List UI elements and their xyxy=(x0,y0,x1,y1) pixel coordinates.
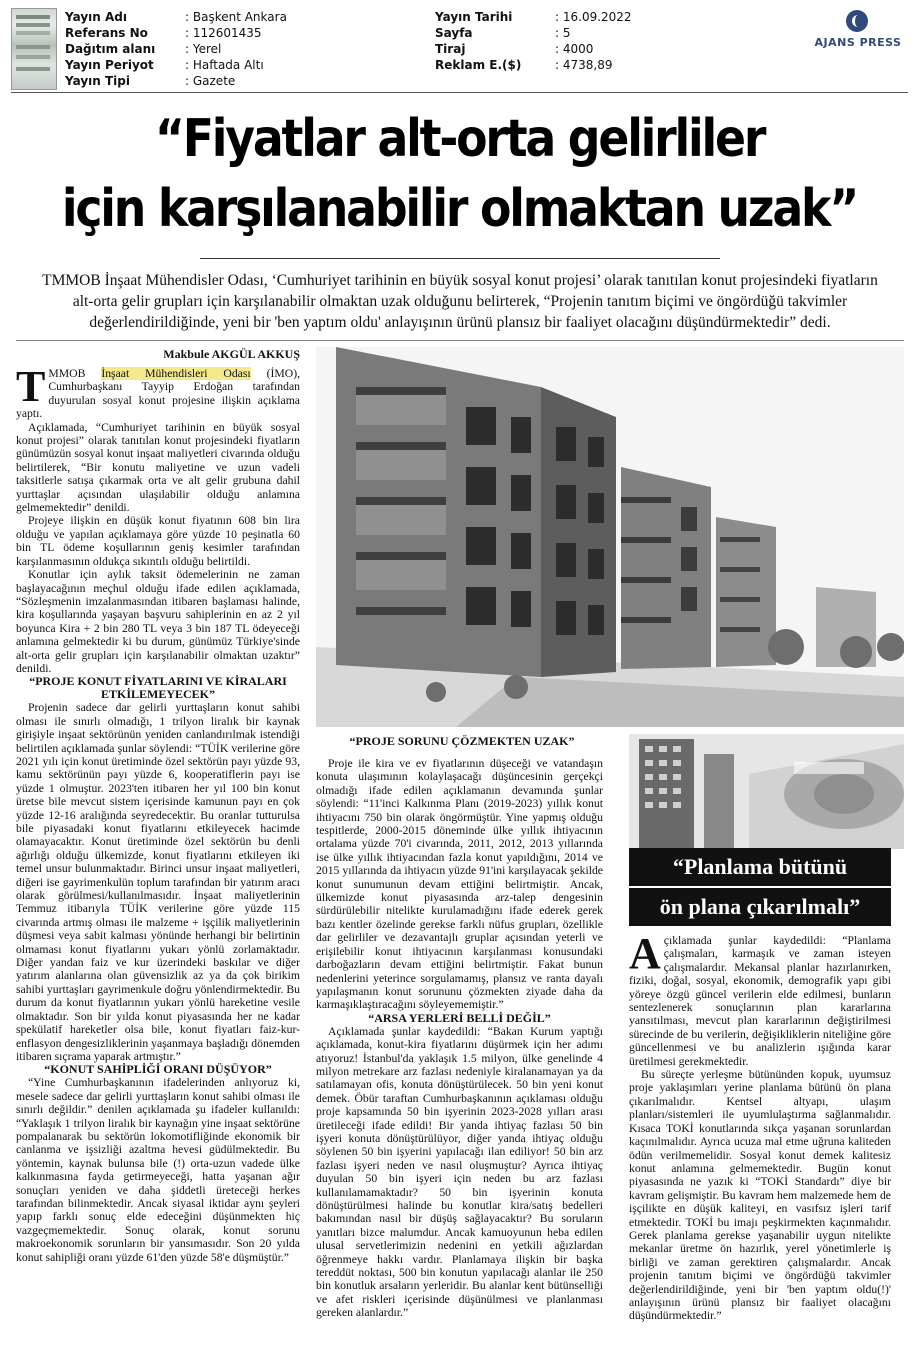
article-column-2 xyxy=(316,757,603,1320)
money-and-buildings-photo xyxy=(629,734,904,849)
meta-label: Reklam E.($) xyxy=(435,58,522,72)
meta-label: Yayın Tarihi xyxy=(435,10,513,24)
paragraph: “Yine Cumhurbaşkanının ifadelerinden anlıyoruz ki, mesele sadece dar gelirli yurttaşların konut sahibi olması ile sınırlı değildir.” denilen açıklamada şu ifadeler kullanıldı: “Yaklaşık 1 trilyon liralık bir kaynağın yine inşaat sektörüne pompalanarak bu sektörün lokomotifliğinde ekonomik bir canlanma ve işsizliği azaltma hevesi güdülmektedir. Bu yöntemin, kaynak bulunsa bile (!) orta-uzun vadede ülke kalkınmasına fayda getirmeyeceği, hatta yaşanan ağır sonuçları yeniden ve daha şiddetli üreteceği herkes tarafından bilinmektedir. Ancak siyasal iktidar aynı şeyleri yapıp farklı sonuç elde edeceğini düşünmekten hiç vazgeçmemektedir. Sonuç olarak, konut sorunu makroekonomik sorunların bir yansımasıdır. Son 20 yılda konut sahipliği oranı yüzde 61'den yüzde 58'e düşmüştür.” xyxy=(16,1076,300,1264)
logo-text: AJANS PRESS xyxy=(814,36,902,49)
article-column-3 xyxy=(629,929,891,1323)
text-span: (İMO), Cumhurbaşkanı Tayyip Erdoğan tarafından duyurulan sosyal konut projesine ilişkin açıklama yaptı. xyxy=(16,367,301,421)
ajans-press-logo-icon xyxy=(846,10,868,32)
drop-cap: T xyxy=(16,362,46,411)
pull-quote-line-1: “Planlama bütünü xyxy=(629,848,891,886)
meta-row-publication xyxy=(65,9,287,25)
clipping-metadata-header xyxy=(0,0,919,92)
meta-label: Yayın Adı xyxy=(65,10,127,24)
paragraph: Proje ile kira ve ev fiyatlarının düşeceği ve vatandaşın konuta ulaşımının kolaylaşacağı düşüncesinin gerçekçi olmadığı ifade edilen açıklamanın devamında şunlar söylendi: “11'inci Kalkınma Planı (2019-2023) yıllık konut ihtiyacını 750 bin olarak öngörmüştür. Yine yapmış olduğu tespitlerde, 2000-2015 döneminde ülke yıllık ihtiyacının ortalama yüzde 70'i civarında, 2011, 2012, 2013 yıllarında ise ülke yıllık ihtiyacından fazla konut yapıldığını, 2014 ve 2015 yıllarında da ihtiyacın yüzde 91'ini karşılayacak şekilde konut sunumunun devam ettiğini belirtmiştir. Ancak, ülkemizde konut piyasasında arz-talep dengesinin sürdürülebilir nitelikte kurulamadığını ifade ederek gerek bazı kentler özelinde gerekse farklı nüfus grupları, özellikle dar gelirliler ve dezavantajlı gruplar açısından yeterli ve erişilebilir konut ihtiyacının karşılanması konusundaki darboğazların devam ettiğini belirtmiştir. Fakat bunun nedenlerini yeterince sorgulamamış, plansız ve ranta dayalı yapılaşmanın konut sorununu çözmekten ziyade daha da karmaşıklaştıracağını söyleyememiştir.” xyxy=(316,757,603,1012)
meta-value: : Haftada Altı xyxy=(185,58,264,72)
subheading: “PROJE SORUNU ÇÖZMEKTEN UZAK” xyxy=(349,734,575,748)
paragraph: Konutlar için aylık taksit ödemelerinin ne zaman başlayacağının meçhul olduğu ifade edilen açıklamada, “Sözleşmenin imzalanmasından itibaren başlaması halinde, kira koşullarında yaşayan başvuru sahiplerinin en az 2 yıl boyunca Kira + 2 bin 280 TL veya 3 bin 187 TL ödeyeceği anlamına gelmektedir ki bu durum, günümüz Türkiye'sinde alt-orta gelir grupları için karşılanabilir olmaktan uzaktır” denildi. xyxy=(16,568,300,675)
headline-line-1: “Fiyatlar alt-orta gelirliler xyxy=(154,109,765,169)
meta-row-type xyxy=(65,73,235,89)
subheading: “PROJE KONUT FİYATLARINI VE KİRALARI ETKİLEMEYECEK” xyxy=(29,674,287,702)
meta-label: Sayfa xyxy=(435,26,473,40)
meta-value: : Gazete xyxy=(185,74,236,88)
meta-row-page xyxy=(435,25,571,41)
meta-label: Referans No xyxy=(65,26,148,40)
meta-value: : Yerel xyxy=(185,42,222,56)
article-column-1 xyxy=(16,362,301,1264)
ajans-press-logo xyxy=(806,8,910,52)
meta-value: : 5 xyxy=(555,26,571,40)
paragraph: Bu süreçte yerleşme bütününden kopuk, uyumsuz proje yaklaşımları yerine planlama bütünü ön plana çıkarılmalıdır. Kentsel altyapı, ulaşım planları/sistemleri ile uyumlulaştırma sağlanmalıdır. Kısaca TOKİ konutlarında sıkça yaşanan sorunlardan kaçınılmalıdır. Ayrıca ucuza mal etme uğruna kaliteden ödün verilmemelidir. Sosyal konut demek kalitesiz konut anlamına gelmemektedir. Bugün konut piyasasında ne yazık ki “TOKİ Standardı” diye bir kavram gelişmiştir. Bu kavram hem malzemede hem de işçilikte en düşük kaliteyi, en vasıfsız işleri tarif etmektedir. TOKİ bu imajı peşkirmekten kaçınmalıdır. Gerek planlama gerekse yaşanabilir uygun nitelikte mekanlar üretme ön hazırlık, yerel yönetimlerle iş birliği ve zaman gerektiren çalışmalardır. Ancak projenin tanıtım biçimi ve öngördüğü takvimler değerlendirildiğinde, yeni bir 'ben yaptım oldu(!)' anlayışının ürünü plansız bir faaliyet olacağını düşündürmektedir.” xyxy=(629,1068,891,1323)
apartment-buildings-photo xyxy=(316,347,904,727)
pull-quote-line-2: ön plana çıkarılmalı” xyxy=(629,888,891,926)
meta-value: : 16.09.2022 xyxy=(555,10,632,24)
meta-label: Yayın Tipi xyxy=(65,74,130,88)
paragraph: Açıklamada, “Cumhuriyet tarihinin en büyük sosyal konut projesi” olarak tanıtılan konut projesindeki fiyatların günümüzün sosyal konut inşaat maliyetleri civarında olduğu belirtilerek, “Bir konutu maliyetine ve uzun vadeli taksitlerle satışa çıkarmak orta ve alt gelir grubuna dahil yurttaşlar açısından ulaşılabilir olduğu anlamına gelmemektedir” denildi. xyxy=(16,420,300,515)
headline-rule xyxy=(200,258,720,259)
meta-label: Yayın Periyot xyxy=(65,58,154,72)
meta-row-reference xyxy=(65,25,262,41)
header-divider xyxy=(11,92,908,93)
meta-label: Tiraj xyxy=(435,42,466,56)
lead-rule xyxy=(16,340,904,341)
highlighted-organization: İnşaat Mühendisleri Odası xyxy=(101,367,251,380)
meta-value: : Başkent Ankara xyxy=(185,10,287,24)
text-span: MMOB xyxy=(48,367,102,380)
text-span: çıklamada şunlar kaydedildi: “Planlama çalışmaları, karmaşık ve zaman isteyen çalışmalardır. Mekansal planlar hazırlanırken, fiziki, doğal, sosyal, ekonomik, demografik yapı gibi yöreye özgü güncel verilerin elde edilmesi, bunların sentezlenerek sonuçlarının plan kararlarına yansıtılması, mevcut plan kararlarının değiştirilmesi sürecinde de bu verilerin, değişikliklerin niteliğine göre güncellenmesi ve bu analizlerin ışığında karar üretilmesi gerekmektedir. xyxy=(629,934,891,1068)
meta-value: : 4738,89 xyxy=(555,58,613,72)
article-lead: TMMOB İnşaat Mühendisler Odası, ‘Cumhuriyet tarihinin en büyük sosyal konut projesi’ olarak tanıtılan konut projesindeki fiyatların alt-orta gelir grupları için karşılanabilir olmaktan uzak olduğunu belirterek, “Projenin tanıtım biçimi ve öngördüğü takvimler değerlendirildiğinde, yeni bir 'ben yaptım oldu' anlayışının ürünü plansız bir faaliyet olacağını düşündürmektedir” dedi. xyxy=(42,272,878,331)
paragraph: Projenin sadece dar gelirli yurttaşların konut sahibi olması ile sınırlı olmadığı, 1 trilyon liralık bir kaynak girişiyle inşaat sektörünün yeniden canlandırılmak istendiği belirtilen açıklamada şunlar söylendi: “TÜİK verilerine göre 2021 yılı için konut üretiminde özel sektörün payı yüzde 93, kamu sektörünün payı yüzde 6, kooperatiflerin payı ise yüzde 1 olmuştur. 2023'ten itibaren her yıl 100 bin konut üretse bile mevcut sistem içerisinde kamunun payı en çok yüzde 12-16 aralığında seyredecektir. Bu oranlar tutturulsa bile piyasadaki konut fiyatlarını etkileyecek hacimde olamayacaktır. Konut üretiminde özel sektörün bu denli ağırlığı olduğu ülkemizde, konut fiyatlarını etkileyen iki temel unsur bulunmaktadır. Birinci unsur inşaat maliyetleri, diğeri ise gayrimenkulün toplum tarafından bir yatırım aracı olarak görülmesi/kullanılmasıdır. İnşaat maliyetlerinin Temmuz itibarıyla TÜİK verilerine göre yüzde 115 civarında artmış olması ile malzeme + işçilik maliyetlerinin düşmesi veya sabit kalması yönünde herhangi bir belirtinin olmaması konut fiyatlarını yukarı yönlü zorlamaktadır. Diğer yandan faiz ve kur üzerindeki baskılar ve diğer yatırım alanlarına olan güvensizlik az ya da çok birikim sahibi yurttaşları gayrimenkule doğru yönlendirmektedir. Bu durum da konut fiyatlarının yukarı yönlü hareketine vesile olmaktadır. Son bir yılda konut piyasasında her ne kadar spekülatif hareketler olsa bile, konut fiyatları faiz-kur-enflasyon dengesizliklerinin yaşanmaya başladığı dönemden itibaren sıçrama yaparak artmıştır.” xyxy=(16,701,300,1063)
drop-cap: A xyxy=(629,929,661,978)
newspaper-thumbnail[interactable] xyxy=(11,8,57,90)
money-and-buildings-illustration xyxy=(629,734,904,849)
meta-row-circulation xyxy=(435,41,593,57)
meta-row-period xyxy=(65,57,264,73)
subheading: “KONUT SAHİPLİĞİ ORANI DÜŞÜYOR” xyxy=(44,1062,272,1077)
meta-row-distribution xyxy=(65,41,221,57)
subheading: “ARSA YERLERİ BELLİ DEĞİL” xyxy=(368,1010,551,1025)
paragraph: Projeye ilişkin en düşük konut fiyatının 608 bin lira olduğu ve yapılan açıklamaya göre yüzde 10 peşinatla 60 bin TL ödeme koşullarının geniş kesimler tarafından karşılanmasının oldukça sıkıntılı olduğu belirtildi. xyxy=(16,514,300,568)
meta-row-ad-equivalent xyxy=(435,57,612,73)
paragraph xyxy=(629,929,891,1068)
paragraph: Açıklamada şunlar kaydedildi: “Bakan Kurum yaptığı açıklamada, konut-kira fiyatlarını düşürmek için her adımı atıyoruz! İstanbul'da yaklaşık 1.5 milyon, ülke genelinde 4 milyon metrekare arz fazlası nedeniyle kiralanamayan ya da satılamayan ofis, konuta dönüştürülecek. 50 bin yeni konut demek. Öbür taraftan Cumhurbaşkanının açıklaması olduğu proje kapsamında 50 bin işyerinin 2023-2028 yılları arası üretileceği ifade edildi! Bir yanda ihtiyaç fazlası 50 bin işyeri konuta dönüştürülüyor, diğer yanda ihtiyaç olduğu söylenen 50 bin işyerini yapılacağı ilan ediliyor! 50 bin arz fazlası işyeri neden ve nasıl oluşmuştur? Ayrıca ihtiyaç duyulan 50 bin işyeri için neden bu arz fazlası kullanılamamaktadır? 50 bin işyerinin konuta dönüştürülmesi halinde bu konutlar kira/satış bedelleri bakımından nasıl bir düşüş sağlayacaktır? Bu soruların yanıtları bizce malumdur. Ancak kamuoyunun heba edilen ulusal servetlerimizin nedenini en yetkili ağızlardan öğrenmeye hakkı vardır. Planlamaya ilişkin bir başka tereddüt noktası, 500 bin konutun yapılacağı alanlar ile 250 bin konutluk arsaların yerleridir. Bu alanlar kent bütünselliği ve afet riskleri içerisinde düşünülmesi ve planlanması gereken alanlardır.” xyxy=(316,1024,603,1320)
headline-line-2: için karşılanabilir olmaktan uzak” xyxy=(61,179,858,239)
meta-value: : 4000 xyxy=(555,42,594,56)
apartment-buildings-illustration xyxy=(316,347,904,727)
paragraph xyxy=(16,362,301,421)
article-headline xyxy=(55,104,864,244)
meta-row-date xyxy=(435,9,632,25)
byline: Makbule AKGÜL AKKUŞ xyxy=(163,347,300,361)
meta-label: Dağıtım alanı xyxy=(65,42,156,56)
meta-value: : 112601435 xyxy=(185,26,262,40)
